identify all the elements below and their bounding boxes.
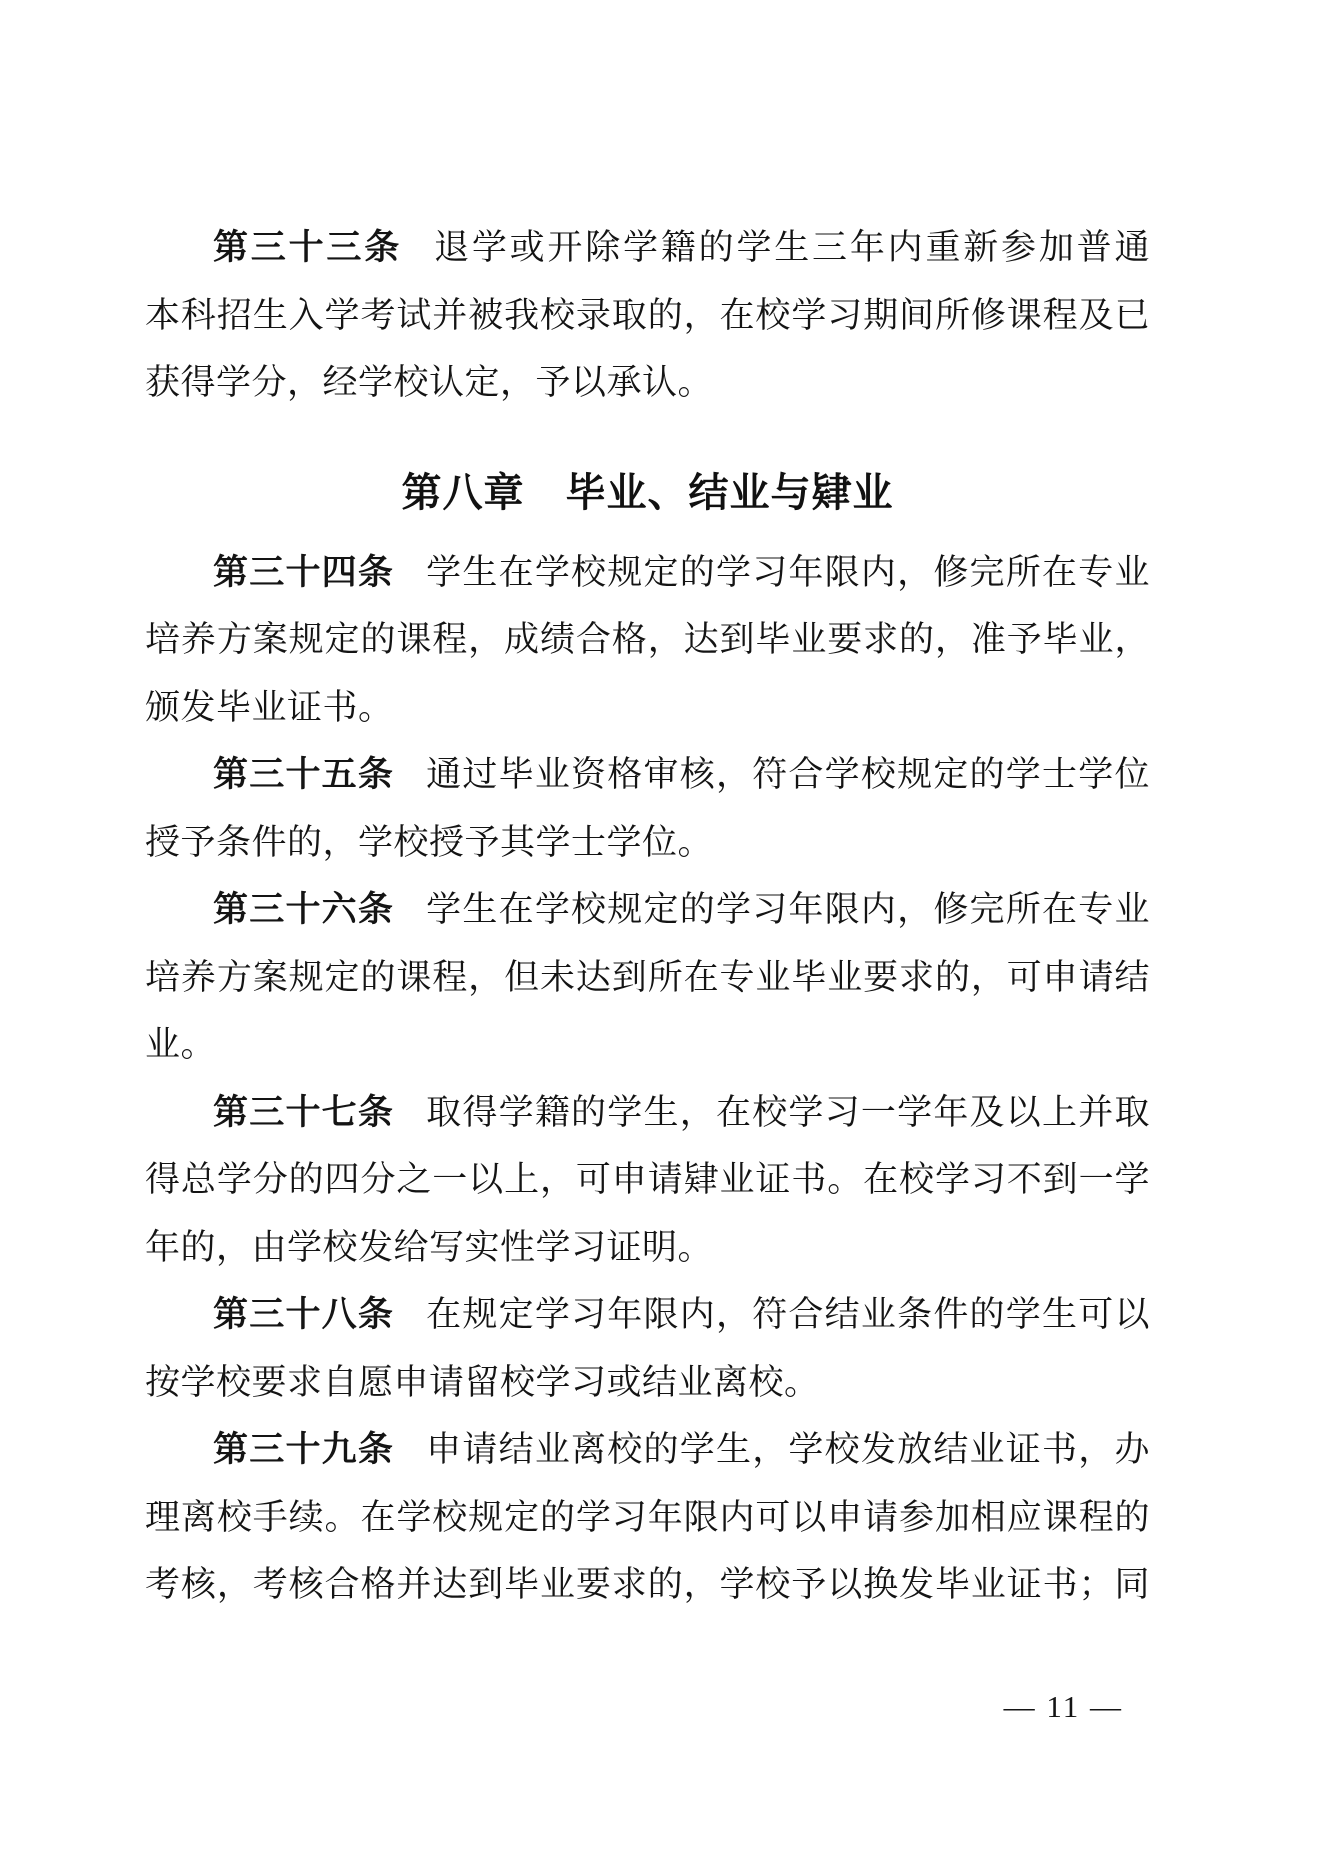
article-36-text: 学生在学校规定的学习年限内，修完所在专业: [426, 890, 1150, 929]
article-39-line-3: 考核，考核合格并达到毕业要求的，学校予以换发毕业证书；同: [145, 1565, 1150, 1604]
article-36-number: 第三十六条: [213, 890, 395, 929]
article-36-line-2: 培养方案规定的课程，但未达到所在专业毕业要求的，可申请结: [145, 957, 1150, 997]
article-37-line-3: 年的，由学校发给写实性学习证明。: [145, 1227, 714, 1267]
article-35-text: 通过毕业资格审核，符合学校规定的学士学位: [426, 755, 1150, 794]
article-33-line-2: 本科招生入学考试并被我校录取的，在校学习期间所修课程及已: [145, 295, 1150, 335]
article-35: [145, 741, 1150, 876]
article-33-line-1: [145, 214, 1150, 282]
article-33-number: 第三十三条: [213, 228, 403, 267]
article-39-line-2: 理离校手续。在学校规定的学习年限内可以申请参加相应课程的: [145, 1497, 1150, 1537]
article-35-line-2: 授予条件的，学校授予其学士学位。: [145, 822, 714, 862]
article-33-line-3: 获得学分，经学校认定，予以承认。: [145, 363, 714, 402]
article-34-line-1: [145, 539, 1150, 607]
article-34-line-3: 颁发毕业证书。: [145, 687, 394, 727]
article-33: [145, 214, 1150, 417]
article-37-line-1: [145, 1079, 1150, 1147]
article-38-text: 在规定学习年限内，符合结业条件的学生可以: [426, 1295, 1150, 1334]
article-33-text: 退学或开除学籍的学生三年内重新参加普通: [434, 228, 1150, 267]
chapter-heading: 第八章 毕业、结业与肄业: [401, 470, 894, 515]
article-34-text: 学生在学校规定的学习年限内，修完所在专业: [426, 552, 1150, 592]
article-38: [145, 1281, 1150, 1416]
article-36-line-3: 业。: [145, 1025, 217, 1064]
text-block: [145, 214, 1150, 1619]
article-36: [145, 876, 1150, 1079]
article-36-line-1: [145, 876, 1150, 944]
article-34-line-2: 培养方案规定的课程，成绩合格，达到毕业要求的，准予毕业，: [145, 620, 1150, 659]
article-38-number: 第三十八条: [213, 1295, 395, 1334]
article-37-line-2: 得总学分的四分之一以上，可申请肄业证书。在校学习不到一学: [145, 1160, 1150, 1199]
article-34: [145, 539, 1150, 742]
article-38-line-2: 按学校要求自愿申请留校学习或结业离校。: [145, 1362, 820, 1402]
page-number: — 11 —: [1003, 1689, 1123, 1724]
article-34-number: 第三十四条: [213, 552, 395, 592]
article-38-line-1: [145, 1281, 1150, 1349]
article-37: [145, 1079, 1150, 1282]
article-35-line-1: [145, 741, 1150, 809]
article-39-line-1: [145, 1416, 1150, 1484]
article-37-number: 第三十七条: [213, 1092, 395, 1132]
article-37-text: 取得学籍的学生，在校学习一学年及以上并取: [426, 1092, 1150, 1132]
article-39: [145, 1416, 1150, 1619]
article-39-text: 申请结业离校的学生，学校发放结业证书，办: [426, 1430, 1150, 1469]
article-35-number: 第三十五条: [213, 755, 395, 794]
article-39-number: 第三十九条: [213, 1430, 395, 1469]
